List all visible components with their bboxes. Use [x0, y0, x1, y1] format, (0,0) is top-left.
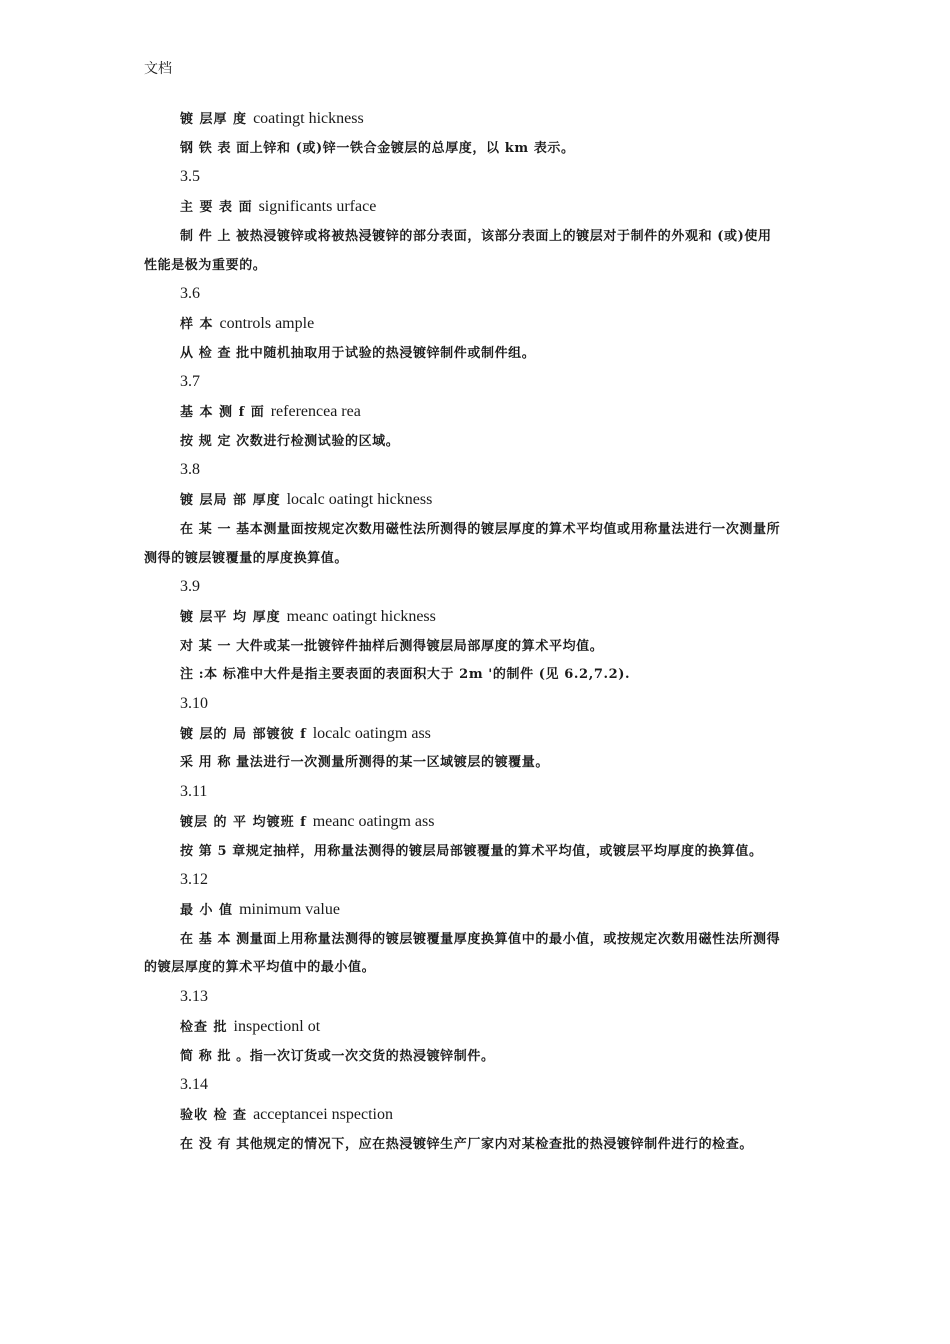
term-chinese: 镀 层局 部 厚度	[180, 493, 281, 509]
term-english: inspectionl ot	[233, 1017, 321, 1035]
term-chinese: 基 本 测 f 面	[180, 405, 265, 421]
clause-number: 3.12	[180, 871, 208, 889]
term-chinese: 检查 批	[180, 1019, 228, 1035]
term-chinese: 主 要 表 面	[180, 200, 253, 216]
term-heading	[144, 807, 784, 838]
document-header-label: 文档	[144, 61, 172, 77]
term-english: coatingt hickness	[253, 110, 364, 127]
term-english: acceptancei nspection	[253, 1105, 393, 1123]
definition-text: 钢 铁 表 面上锌和 (或)锌一铁合金镀层的总厚度，以 km 表示。	[180, 140, 575, 156]
term-heading	[144, 397, 784, 428]
term-heading	[144, 485, 784, 516]
clause-number: 3.6	[180, 285, 200, 303]
definition-text: 在 某 一 基本测量面按规定次数用磁性法所测得的镀层厚度的算术平均值或用称量法进行一次测量所测得的镀层镀覆量的厚度换算值。	[144, 521, 781, 566]
clause-number: 3.7	[180, 373, 200, 391]
term-english: significants urface	[258, 198, 377, 216]
term-heading	[144, 104, 784, 135]
definition-text: 对 某 一 大件或某一批镀锌件抽样后测得镀层局部厚度的算术平均值。	[180, 638, 604, 654]
definition-text: 制 件 上 被热浸镀锌或将被热浸镀锌的部分表面，该部分表面上的镀层对于制件的外观和 (或)使用性能是极为重要的。	[144, 228, 772, 273]
definition-text: 在 基 本 测量面上用称量法测得的镀层镀覆量厚度换算值中的最小值，或按规定次数用磁性法所测得的镀层厚度的算术平均值中的最小值。	[144, 931, 781, 976]
term-chinese: 最 小 值	[180, 902, 234, 918]
definition-text: 按 规 定 次数进行检测试验的区域。	[180, 433, 400, 449]
definition-text: 在 没 有 其他规定的情况下，应在热浸镀锌生产厂家内对某检查批的热浸镀锌制件进行的检查。	[180, 1136, 753, 1152]
term-chinese: 样 本	[180, 316, 214, 332]
term-english: controls ample	[219, 314, 315, 332]
clause-number: 3.13	[180, 988, 208, 1006]
term-chinese: 镀 层的 局 部镀彼 f	[180, 726, 307, 742]
term-english: meanc oatingt hickness	[286, 607, 436, 625]
term-chinese: 镀 层平 均 厚度	[180, 609, 281, 625]
clause-number: 3.11	[180, 783, 208, 801]
clause-number: 3.8	[180, 461, 200, 479]
term-heading	[144, 1012, 784, 1043]
term-english: minimum value	[239, 900, 340, 918]
clause-number: 3.10	[180, 695, 208, 713]
term-chinese: 镀 层厚 度	[180, 112, 248, 127]
term-english: localc oatingt hickness	[286, 491, 433, 509]
clause-number: 3.5	[180, 168, 200, 186]
term-heading	[144, 719, 784, 750]
definition-text: 从 检 查 批中随机抽取用于试验的热浸镀锌制件或制件组。	[180, 345, 536, 361]
term-heading	[144, 895, 784, 926]
term-english: localc oatingm ass	[312, 724, 431, 742]
definition-text: 采 用 称 量法进行一次测量所测得的某一区域镀层的镀覆量。	[180, 755, 549, 771]
clause-number: 3.14	[180, 1076, 208, 1094]
term-heading	[144, 192, 784, 223]
term-heading	[144, 309, 784, 340]
term-english: referencea rea	[270, 403, 361, 421]
document-body	[144, 104, 784, 1159]
term-heading	[144, 602, 784, 633]
definition-text: 按 第 5 章规定抽样，用称量法测得的镀层局部镀覆量的算术平均值，或镀层平均厚度的换算值。	[180, 843, 763, 859]
definition-text: 简 称 批 。指一次订货或一次交货的热浸镀锌制件。	[180, 1048, 495, 1064]
term-heading	[144, 1100, 784, 1131]
term-english: meanc oatingm ass	[312, 812, 435, 830]
term-chinese: 镀层 的 平 均镀班 f	[180, 814, 307, 830]
term-chinese: 验收 检 查	[180, 1107, 248, 1123]
clause-number: 3.9	[180, 578, 200, 596]
definition-text: 注 :本 标准中大件是指主要表面的表面积大于 2m '的制件 (见 6.2,7.2).	[180, 667, 631, 683]
